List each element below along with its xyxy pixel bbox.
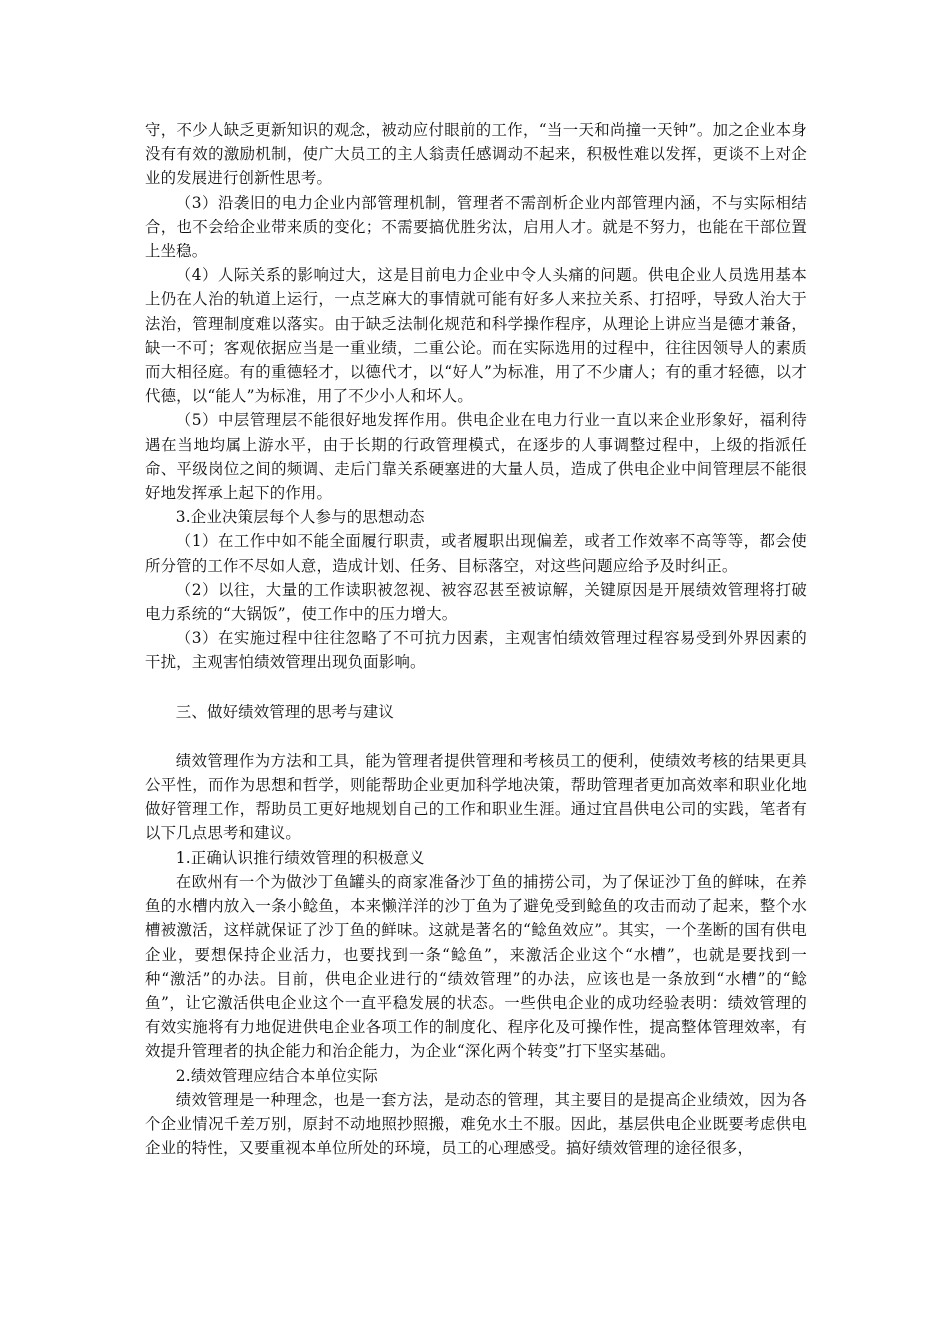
- subheading-significance: 1.正确认识推行绩效管理的积极意义: [175, 848, 425, 867]
- paragraph-decision-3: （3）在实施过程中往往忽略了不可抗力因素，主观害怕绩效管理过程容易受到外界因素的干扰，主观害怕绩效管理出现负面影响。: [145, 629, 807, 672]
- paragraph-section-intro: 绩效管理作为方法和工具，能为管理者提供管理和考核员工的便利，使绩效考核的结果更具公平性，而作为思想和哲学，则能帮助企业更加科学地决策，帮助管理者更加高效率和职业化地做好管理工作，帮助员工更好地规划自己的工作和职业生涯。通过宜昌供电公司的实践，笔者有以下几点思考和建议。: [145, 751, 807, 843]
- paragraph-continuation: 守，不少人缺乏更新知识的观念，被动应付眼前的工作，“当一天和尚撞一天钟”。加之企业本身没有有效的激励机制，使广大员工的主人翁责任感调动不起来，积极性难以发挥，更谈不上对企业的发展进行创新性思考。: [145, 121, 807, 188]
- subheading-decision-layer: 3.企业决策层每个人参与的思想动态: [175, 508, 425, 527]
- paragraph-item-3: （3）沿袭旧的电力企业内部管理机制，管理者不需剖析企业内部管理内涵，不与实际相结合，也不会给企业带来质的变化；不需要搞优胜劣汰，启用人才。就是不努力，也能在干部位置上坐稳。: [145, 193, 807, 261]
- subheading-local-reality: 2.绩效管理应结合本单位实际: [175, 1066, 378, 1085]
- document-body: [145, 118, 807, 1160]
- paragraph-item-4: （4）人际关系的影响过大，这是目前电力企业中令人头痛的问题。供电企业人员选用基本上仍在人治的轨道上运行，一点芝麻大的事情就可能有好多人来拉关系、打招呼，导致人治大于法治，管理制度难以落实。由于缺乏法制化规范和科学操作程序，从理论上讲应当是德才兼备，缺一不可；客观依据应当是一重业绩，二重公论。而在实际选用的过程中，往往因领导人的素质而大相径庭。有的重德轻才，以德代才，以“好人”为标准，用了不少庸人；有的重才轻德，以才代德，以“能人”为标准，用了不少小人和坏人。: [145, 266, 807, 406]
- paragraph-catfish-effect: 在欧州有一个为做沙丁鱼罐头的商家准备沙丁鱼的捕捞公司，为了保证沙丁鱼的鲜味，在养鱼的水槽内放入一条小鲶鱼，本来懒洋洋的沙丁鱼为了避免受到鲶鱼的攻击而动了起来，整个水槽被激活，这样就保证了沙丁鱼的鲜味。这就是著名的“鲶鱼效应”。其实，一个垄断的国有供电企业，要想保持企业活力，也要找到一条“鲶鱼”，来激活企业这个“水槽”，也就是要找到一种“激活”的办法。目前，供电企业进行的“绩效管理”的办法，应该也是一条放到“水槽”的“鲶鱼”，让它激活供电企业这个一直平稳发展的状态。一些供电企业的成功经验表明：绩效管理的有效实施将有力地促进供电企业各项工作的制度化、程序化及可操作性，提高整体管理效率，有效提升管理者的执企能力和治企能力，为企业“深化两个转变”打下坚实基础。: [145, 872, 807, 1061]
- section-heading-3: 三、做好绩效管理的思考与建议: [175, 702, 395, 721]
- paragraph-local-reality: 绩效管理是一种理念，也是一套方法，是动态的管理，其主要目的是提高企业绩效，因为各个企业情况千差万别，原封不动地照抄照搬，难免水土不服。因此，基层供电企业既要考虑供电企业的特性，又要重视本单位所处的环境，员工的心理感受。搞好绩效管理的途径很多，: [145, 1090, 807, 1158]
- paragraph-decision-2: （2）以往，大量的工作读职被忽视、被容忍甚至被谅解，关键原因是开展绩效管理将打破电力系统的“大锅饭”，使工作中的压力增大。: [145, 580, 807, 624]
- paragraph-decision-1: （1）在工作中如不能全面履行职责，或者履职出现偏差，或者工作效率不高等等，都会使所分管的工作不尽如人意，造成计划、任务、目标落空，对这些问题应给予及时纠正。: [145, 532, 807, 575]
- paragraph-item-5: （5）中层管理层不能很好地发挥作用。供电企业在电力行业一直以来企业形象好，福利待遇在当地均属上游水平，由于长期的行政管理模式，在逐步的人事调整过程中，上级的指派任命、平级岗位之间的频调、走后门靠关系硬塞进的大量人员，造成了供电企业中间管理层不能很好地发挥承上起下的作用。: [145, 411, 807, 503]
